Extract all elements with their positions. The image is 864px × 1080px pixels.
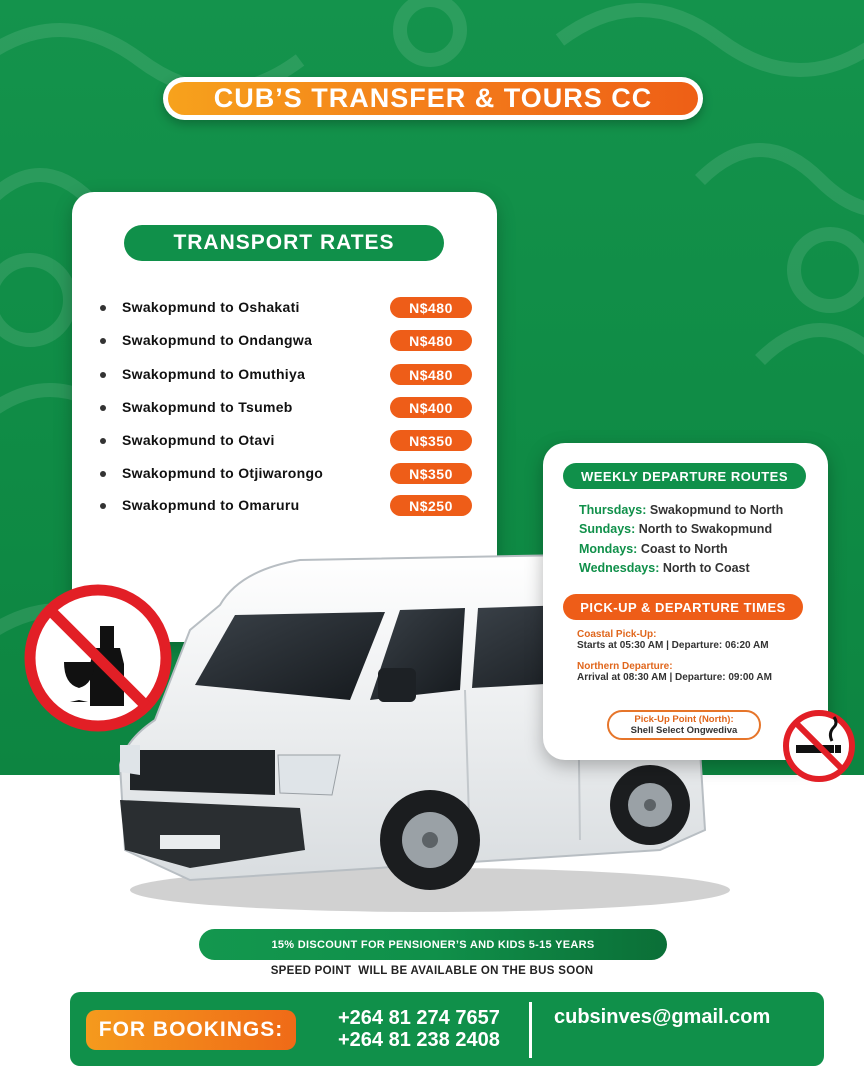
- no-smoking-icon: [782, 709, 856, 783]
- rate-route: Swakopmund to Omuthiya: [122, 366, 306, 382]
- route-direction: North to Swakopmund: [638, 522, 773, 536]
- coastal-pickup-label: Coastal Pick-Up:: [577, 629, 657, 640]
- route-item: [579, 522, 772, 536]
- route-day: Sundays:: [579, 522, 636, 536]
- rate-route: Swakopmund to Omaruru: [122, 497, 300, 513]
- bullet-icon: [100, 405, 106, 411]
- rate-price: N$400: [390, 397, 472, 418]
- pickup-times-title: PICK-UP & DEPARTURE TIMES: [580, 599, 786, 615]
- pickup-point-value: Shell Select Ongwediva: [630, 725, 738, 736]
- rate-price: N$250: [390, 495, 472, 516]
- rate-price: N$480: [390, 364, 472, 385]
- pickup-times-heading: [563, 594, 803, 620]
- rate-route: Swakopmund to Tsumeb: [122, 399, 293, 415]
- rate-row: [100, 463, 472, 485]
- pickup-point-label: Pick-Up Point (North):: [634, 714, 734, 725]
- bullet-icon: [100, 503, 106, 509]
- phone-number-link[interactable]: +264 81 238 2408: [338, 1029, 500, 1051]
- for-bookings-label: FOR BOOKINGS:: [98, 1018, 284, 1041]
- rate-route: Swakopmund to Oshakati: [122, 299, 300, 315]
- route-direction: North to Coast: [662, 561, 750, 575]
- company-title: CUB’S TRANSFER & TOURS CC: [213, 83, 653, 113]
- rate-row: [100, 495, 472, 517]
- weekly-routes-heading: [563, 463, 806, 489]
- coastal-pickup-value: Starts at 05:30 AM | Departure: 06:20 AM: [577, 640, 769, 651]
- route-day: Mondays:: [579, 542, 638, 556]
- transport-rates-title: TRANSPORT RATES: [173, 231, 395, 254]
- route-item: [579, 561, 750, 575]
- discount-banner: [199, 929, 667, 960]
- pickup-point-badge: [607, 710, 761, 740]
- title-banner: [163, 77, 703, 120]
- northern-departure-label: Northern Departure:: [577, 661, 673, 672]
- email-link[interactable]: cubsinves@gmail.com: [554, 1006, 771, 1028]
- for-bookings-badge: [86, 1010, 296, 1050]
- route-item: [579, 503, 783, 517]
- rate-row: [100, 297, 472, 319]
- route-day: Wednesdays:: [579, 561, 660, 575]
- rate-row: [100, 330, 472, 352]
- bullet-icon: [100, 305, 106, 311]
- rate-price: N$480: [390, 330, 472, 351]
- route-direction: Swakopmund to North: [649, 503, 784, 517]
- no-alcohol-icon: [24, 584, 172, 732]
- rate-row: [100, 397, 472, 419]
- rate-price: N$480: [390, 297, 472, 318]
- phone-number-link[interactable]: +264 81 274 7657: [338, 1007, 500, 1029]
- bullet-icon: [100, 471, 106, 477]
- rate-price: N$350: [390, 463, 472, 484]
- bullet-icon: [100, 372, 106, 378]
- bullet-icon: [100, 438, 106, 444]
- bookings-bar: [70, 992, 824, 1066]
- rate-row: [100, 430, 472, 452]
- rate-row: [100, 364, 472, 386]
- weekly-routes-title: WEEKLY DEPARTURE ROUTES: [580, 468, 788, 484]
- route-direction: Coast to North: [640, 542, 728, 556]
- transport-rates-heading: [124, 225, 444, 261]
- route-item: [579, 542, 728, 556]
- speed-point-note: SPEED POINT WILL BE AVAILABLE ON THE BUS SOON: [270, 965, 594, 977]
- rate-route: Swakopmund to Otjiwarongo: [122, 465, 324, 481]
- title-banner-inner: [168, 82, 698, 115]
- rate-price: N$350: [390, 430, 472, 451]
- northern-departure-value: Arrival at 08:30 AM | Departure: 09:00 AM: [577, 672, 772, 683]
- bullet-icon: [100, 338, 106, 344]
- divider: [529, 1002, 532, 1058]
- rate-route: Swakopmund to Ondangwa: [122, 332, 313, 348]
- discount-text: 15% DISCOUNT FOR PENSIONER’S AND KIDS 5-15 YEARS: [271, 938, 595, 951]
- rate-route: Swakopmund to Otavi: [122, 432, 275, 448]
- route-day: Thursdays:: [579, 503, 647, 517]
